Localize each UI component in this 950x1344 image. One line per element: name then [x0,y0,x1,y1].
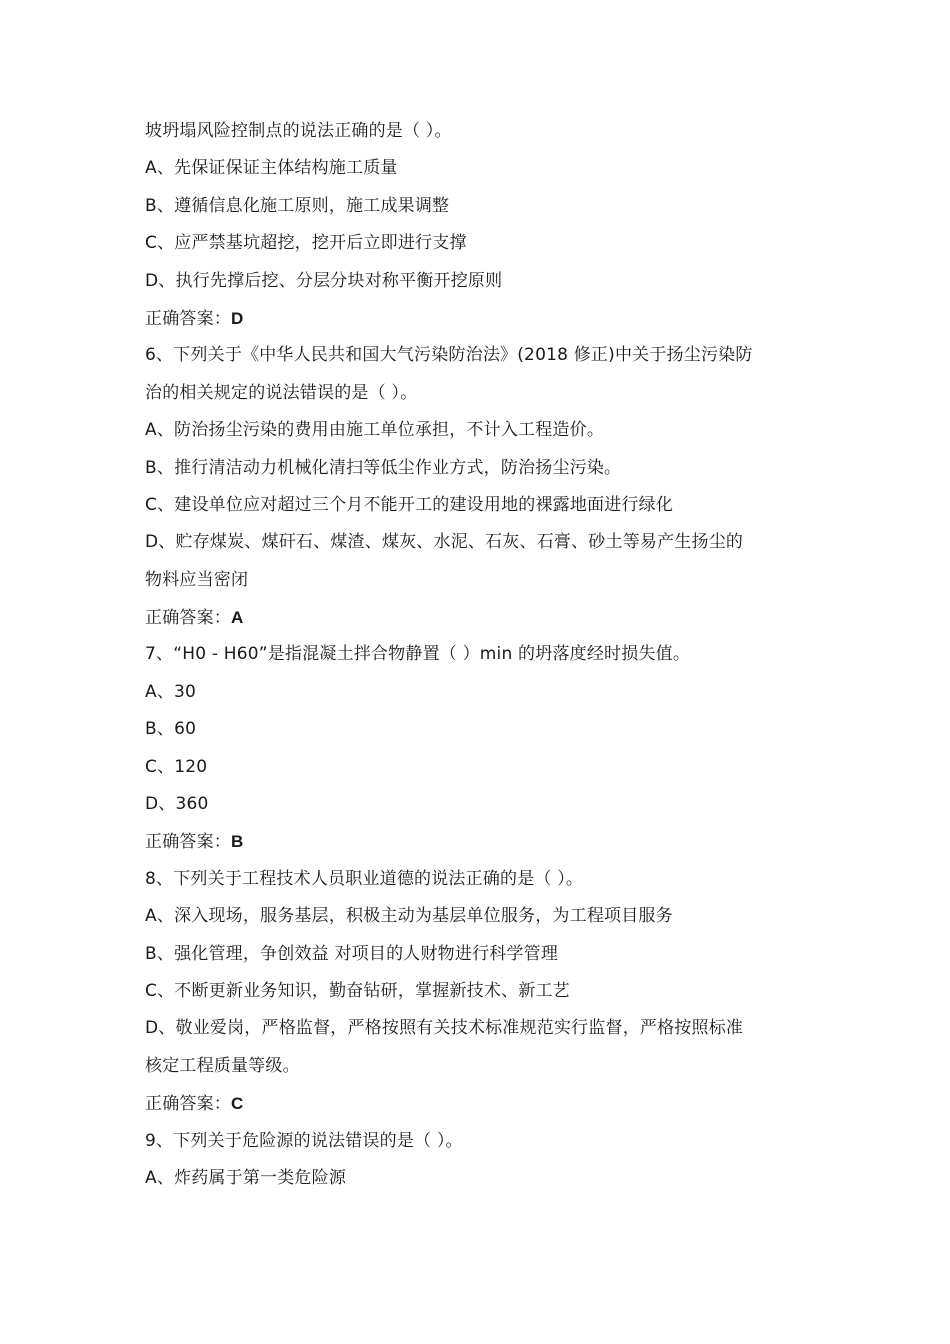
text-line: 物料应当密闭 [145,569,249,590]
answer-label: 正确答案： [145,1094,231,1115]
text-line: A、30 [145,681,197,702]
text-line: D、敬业爱岗，严格监督，严格按照有关技术标准规范实行监督，严格按照标准 [145,1018,744,1039]
answer-value: D [231,308,244,328]
text-line: B、遵循信息化施工原则，施工成果调整 [145,195,450,216]
answer-line [145,1085,825,1122]
text-line: A、先保证保证主体结构施工质量 [145,158,398,179]
text-line: 9、下列关于危险源的说法错误的是（ ）。 [145,1130,463,1151]
question-list [145,113,825,1197]
text-line: D、360 [145,794,209,815]
text-line: A、深入现场，服务基层，积极主动为基层单位服务，为工程项目服务 [145,906,673,927]
answer-value: A [231,608,244,628]
text-line: D、执行先撑后挖、分层分块对称平衡开挖原则 [145,270,503,291]
answer-label: 正确答案： [145,608,231,629]
answer-line [145,300,825,337]
text-line: 治的相关规定的说法错误的是（ ）。 [145,382,418,403]
answer-value: B [231,832,244,852]
answer-line [145,823,825,860]
text-line: 8、下列关于工程技术人员职业道德的说法正确的是（ ）。 [145,868,584,889]
text-line: C、建设单位应对超过三个月不能开工的建设用地的裸露地面进行绿化 [145,494,674,515]
text-line: B、强化管理，争创效益 对项目的人财物进行科学管理 [145,943,559,964]
answer-label: 正确答案： [145,832,231,853]
text-line: A、防治扬尘污染的费用由施工单位承担，不计入工程造价。 [145,420,605,441]
text-line: 坡坍塌风险控制点的说法正确的是（ ）。 [145,121,452,141]
text-line: C、应严禁基坑超挖，挖开后立即进行支撑 [145,233,467,254]
answer-line [145,599,825,636]
text-line: 7、“H0 - H60”是指混凝土拌合物静置（ ）min 的坍落度经时损失值。 [145,644,691,665]
answer-value: C [231,1094,244,1114]
text-line: 6、下列关于《中华人民共和国大气污染防治法》(2018 修正)中关于扬尘污染防 [145,345,753,366]
text-line: C、不断更新业务知识，勤奋钻研，掌握新技术、新工艺 [145,980,570,1001]
text-line: B、60 [145,719,197,740]
text-line: 核定工程质量等级。 [145,1055,300,1076]
text-line: C、120 [145,756,208,777]
text-line: A、炸药属于第一类危险源 [145,1167,347,1188]
text-line: B、推行清洁动力机械化清扫等低尘作业方式，防治扬尘污染。 [145,457,622,478]
text-line: D、贮存煤炭、煤矸石、煤渣、煤灰、水泥、石灰、石膏、砂土等易产生扬尘的 [145,532,744,553]
answer-label: 正确答案： [145,308,231,329]
